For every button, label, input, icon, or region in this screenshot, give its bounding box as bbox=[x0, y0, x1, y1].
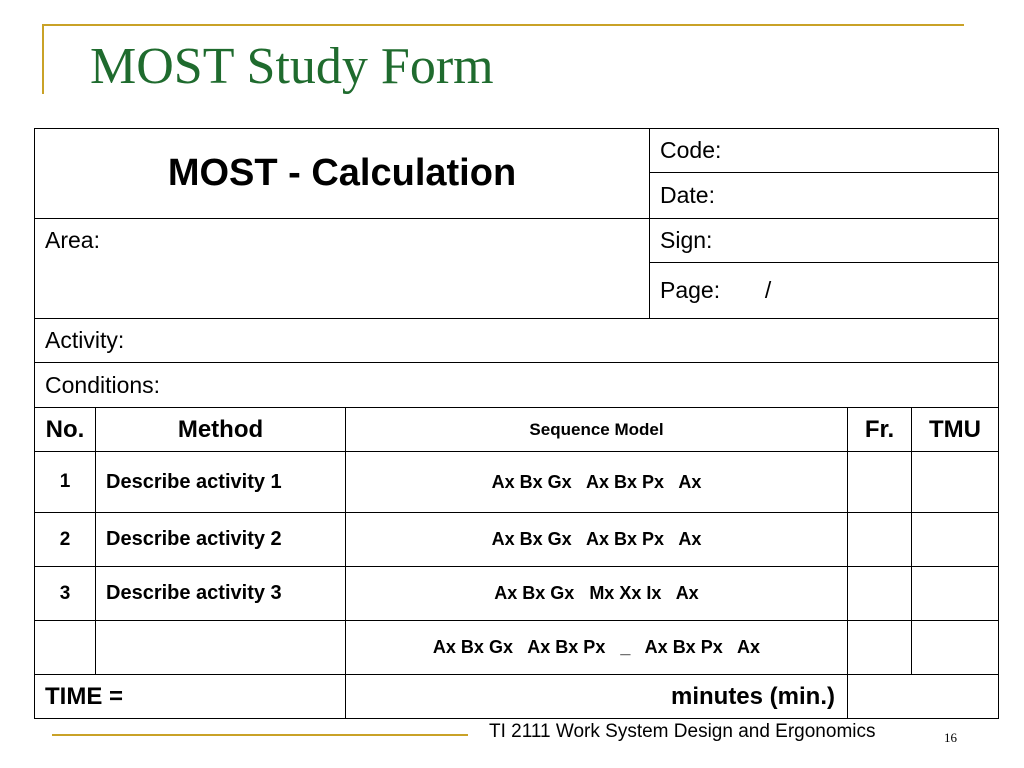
row-number: 2 bbox=[59, 528, 71, 550]
column-header-fr bbox=[847, 407, 912, 452]
method-text: Describe activity 1 bbox=[106, 470, 282, 493]
column-header-no bbox=[34, 407, 96, 452]
table-row-2-sequence[interactable] bbox=[345, 512, 848, 567]
row-number: 3 bbox=[59, 582, 71, 604]
accent-line-top bbox=[42, 24, 964, 26]
code-label: Code: bbox=[660, 137, 722, 163]
area-label: Area: bbox=[45, 227, 100, 253]
column-header-sequence bbox=[345, 407, 848, 452]
accent-line-bottom bbox=[52, 734, 468, 736]
method-text: Describe activity 2 bbox=[106, 528, 282, 550]
form-heading-cell bbox=[34, 128, 650, 219]
conditions-label: Conditions: bbox=[45, 371, 161, 398]
sequence-text: Ax Bx Gx Mx Xx Ix Ax bbox=[494, 583, 699, 603]
column-header-method-label: Method bbox=[177, 415, 264, 443]
code-field[interactable] bbox=[649, 128, 999, 173]
table-row-4-method[interactable] bbox=[95, 620, 346, 675]
table-row-2-no bbox=[34, 512, 96, 567]
time-label-cell bbox=[34, 674, 346, 719]
date-label: Date: bbox=[660, 182, 715, 208]
column-header-sequence-label: Sequence Model bbox=[529, 419, 664, 439]
page-field[interactable] bbox=[649, 262, 999, 319]
sign-field[interactable] bbox=[649, 218, 999, 263]
footer-course-title: TI 2111 Work System Design and Ergonomics bbox=[489, 721, 876, 742]
sign-label: Sign: bbox=[660, 227, 713, 253]
table-row-4-tmu[interactable] bbox=[911, 620, 999, 675]
time-total-cell[interactable] bbox=[847, 674, 999, 719]
table-row-1-method[interactable] bbox=[95, 451, 346, 513]
column-header-fr-label: Fr. bbox=[864, 415, 895, 443]
row-number: 1 bbox=[59, 471, 71, 492]
activity-field[interactable] bbox=[34, 318, 999, 363]
table-row-3-sequence[interactable] bbox=[345, 566, 848, 621]
sequence-text: Ax Bx Gx Ax Bx Px Ax bbox=[491, 529, 702, 549]
table-row-4-fr[interactable] bbox=[847, 620, 912, 675]
table-row-1-sequence[interactable] bbox=[345, 451, 848, 513]
accent-line-left bbox=[42, 24, 44, 94]
sequence-text: Ax Bx Gx Ax Bx Px Ax bbox=[491, 471, 702, 492]
table-row-3-no bbox=[34, 566, 96, 621]
time-label: TIME = bbox=[45, 682, 124, 710]
table-row-1-fr[interactable] bbox=[847, 451, 912, 513]
table-row-3-fr[interactable] bbox=[847, 566, 912, 621]
sequence-text: Ax Bx Gx Ax Bx Px _ Ax Bx Px Ax bbox=[432, 637, 761, 657]
table-row-4-no bbox=[34, 620, 96, 675]
page-number: 16 bbox=[944, 730, 957, 745]
date-field[interactable] bbox=[649, 172, 999, 219]
table-row-1-tmu[interactable] bbox=[911, 451, 999, 513]
table-row-3-method[interactable] bbox=[95, 566, 346, 621]
column-header-tmu-label: TMU bbox=[929, 415, 981, 443]
minutes-cell[interactable] bbox=[345, 674, 848, 719]
conditions-field[interactable] bbox=[34, 362, 999, 408]
table-row-2-tmu[interactable] bbox=[911, 512, 999, 567]
column-header-method bbox=[95, 407, 346, 452]
table-row-2-fr[interactable] bbox=[847, 512, 912, 567]
table-row-4-sequence[interactable] bbox=[345, 620, 848, 675]
activity-label: Activity: bbox=[45, 327, 125, 353]
minutes-label: minutes (min.) bbox=[670, 682, 835, 710]
column-header-tmu bbox=[911, 407, 999, 452]
table-row-2-method[interactable] bbox=[95, 512, 346, 567]
table-row-1-no bbox=[34, 451, 96, 513]
form-heading: MOST - Calculation bbox=[167, 152, 517, 194]
method-text: Describe activity 3 bbox=[106, 582, 282, 604]
area-field[interactable] bbox=[34, 218, 650, 319]
slide-title: MOST Study Form bbox=[90, 38, 494, 95]
table-row-3-tmu[interactable] bbox=[911, 566, 999, 621]
column-header-no-label: No. bbox=[45, 415, 85, 443]
page-label: Page: / bbox=[660, 277, 772, 303]
